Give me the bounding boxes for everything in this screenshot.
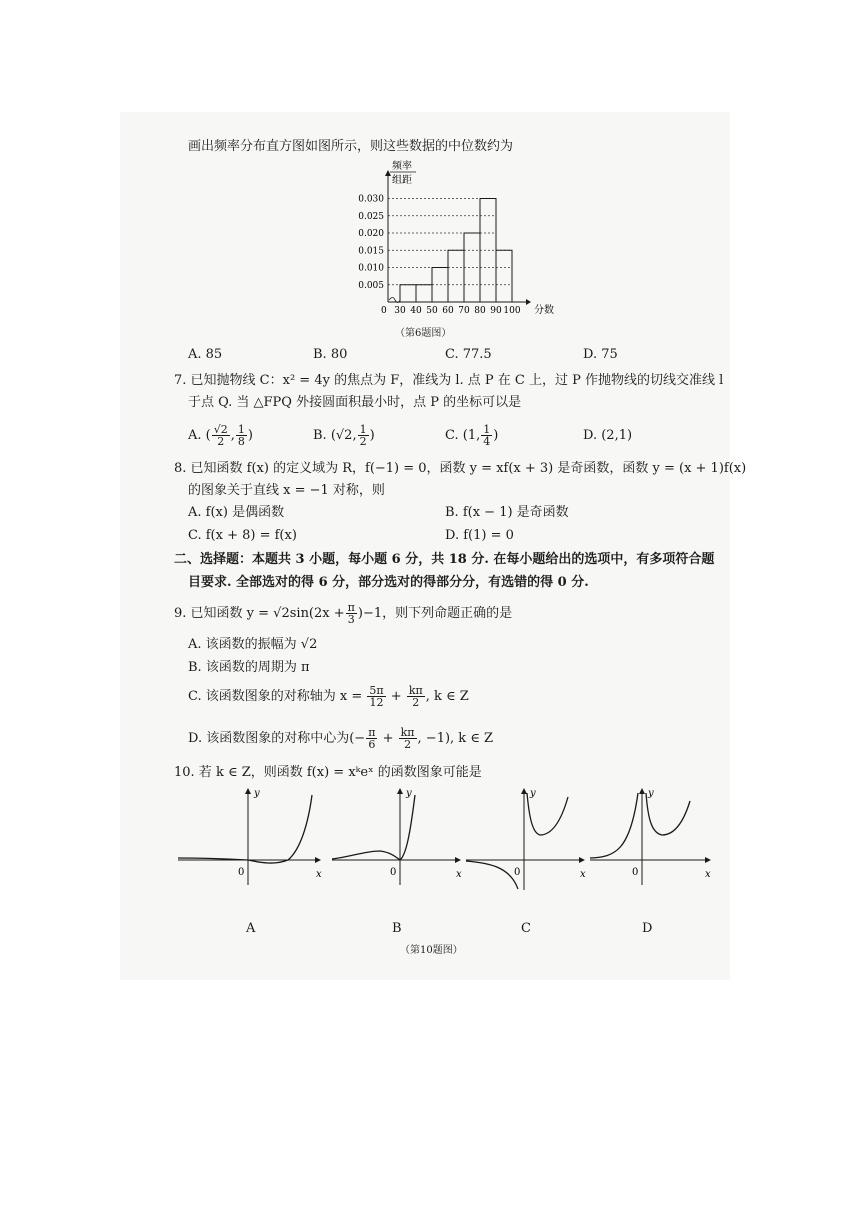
x-tick-label: 90 [490, 306, 502, 316]
x-tick-label: 70 [458, 306, 470, 316]
graph-d-x-label: x [705, 869, 711, 880]
q7-option-a: A. ( $\frac{√2}{2}$ , $\frac{1}{8}$ ) [188, 423, 253, 448]
graph-b [332, 788, 462, 885]
x-tick-label: 50 [426, 306, 438, 316]
origin-label: 0 [381, 306, 387, 316]
q7-option-c: C. (1, $\frac{1}{4}$ ) [445, 423, 499, 448]
histogram-chart [350, 160, 570, 316]
q8-option-c: C. f(x + 8) = f(x) [188, 528, 297, 543]
graph-c-x-label: x [580, 869, 586, 880]
q6-stem: 画出频率分布直方图如图所示，则这些数据的中位数约为 [188, 139, 514, 154]
graph-a-x-label: x [316, 869, 322, 880]
graph-b-x-label: x [456, 869, 462, 880]
graph-a-y-label: y [254, 788, 260, 799]
graph-d-curve-left [590, 793, 638, 858]
q9-option-c: C. 该函数图象的对称轴为 x = $\frac{5\pi}{12}$ + $\frac{k\pi}{2}$ , k ∈ Z [188, 684, 469, 709]
graph-d-label: D [642, 921, 653, 936]
y-tick-label: 0.025 [358, 211, 384, 222]
graph-c-curve-right [527, 793, 568, 835]
graph-a [178, 788, 322, 885]
graph-b-curve [332, 795, 415, 860]
graph-a-origin: 0 [238, 867, 245, 878]
y-axis-label-bottom: 组距 [392, 175, 412, 186]
q8-option-d: D. f(1) = 0 [445, 528, 514, 543]
graph-b-label: B [392, 921, 402, 936]
q7-stem-line1: 7. 已知抛物线 C：x² = 4y 的焦点为 F，准线为 l. 点 P 在 C 上，过 P 作抛物线的切线交准线 l [174, 373, 724, 388]
section2-heading-line2: 目要求. 全部选对的得 6 分，部分选对的得部分分，有选错的得 0 分. [188, 575, 589, 590]
graph-c [466, 788, 586, 890]
graph-c-label: C [521, 921, 531, 936]
x-tick-label: 60 [442, 306, 454, 316]
q6-option-c: C. 77.5 [445, 347, 492, 362]
graph-b-y-label: y [406, 788, 412, 799]
q7-option-d: D. (2,1) [583, 428, 633, 443]
q8-stem-line2: 的图象关于直线 x = −1 对称，则 [188, 483, 385, 498]
y-tick-label: 0.005 [358, 280, 384, 291]
graph-b-origin: 0 [390, 867, 397, 878]
q9-option-a: A. 该函数的振幅为 √2 [188, 637, 318, 652]
histogram-bar [496, 250, 512, 302]
y-tick-label: 0.020 [358, 229, 384, 239]
x-axis-arrow [526, 299, 531, 305]
q6-option-b: B. 80 [313, 347, 348, 362]
y-axis-arrow [385, 170, 391, 176]
q9-stem: 9. 已知函数 y = √2sin(2x + $\frac{\pi}{3}$ )−1，则下列命题正确的是 [174, 601, 513, 626]
graph-a-curve [178, 795, 312, 863]
q6-figure-caption: （第6题图） [395, 328, 452, 339]
graph-d-y-label: y [648, 788, 654, 799]
graph-c-curve-left [466, 861, 521, 889]
x-axis-label: 分数 [534, 305, 554, 316]
histogram-bar [416, 285, 432, 302]
q7-option-b: B. (√2, $\frac{1}{2}$ ) [313, 423, 375, 448]
x-tick-label: 40 [410, 306, 422, 316]
q10-figure-caption: （第10题图） [400, 945, 463, 956]
q8-option-a: A. f(x) 是偶函数 [188, 505, 285, 520]
x-tick-label: 100 [503, 306, 521, 316]
q8-option-b: B. f(x − 1) 是奇函数 [445, 505, 569, 520]
graph-c-origin: 0 [514, 867, 521, 878]
y-tick-label: 0.010 [358, 263, 384, 274]
q8-stem-line1: 8. 已知函数 f(x) 的定义域为 R，f(−1) = 0，函数 y = xf(x + 3) 是奇函数，函数 y = (x + 1)f(x) [174, 461, 747, 476]
section2-heading-line1: 二、选择题：本题共 3 小题，每小题 6 分，共 18 分. 在每小题给出的选项中，有多项符合题 [174, 552, 715, 567]
graph-d-origin: 0 [632, 867, 639, 878]
q7-stem-line2: 于点 Q. 当 △FPQ 外接圆面积最小时，点 P 的坐标可以是 [188, 395, 522, 410]
graph-c-y-label: y [530, 788, 536, 799]
q9-option-b: B. 该函数的周期为 π [188, 660, 310, 675]
y-axis-label-top: 频率 [392, 161, 412, 172]
histogram-bar [400, 285, 416, 302]
x-tick-label: 80 [474, 306, 486, 316]
x-tick-label: 30 [394, 306, 406, 316]
q10-stem: 10. 若 k ∈ Z，则函数 f(x) = xᵏeˣ 的函数图象可能是 [174, 765, 482, 780]
q6-option-d: D. 75 [583, 347, 618, 362]
histogram-bar [448, 250, 464, 302]
graph-d-curve-right [646, 793, 690, 835]
graph-d [590, 788, 711, 885]
graph-a-label: A [246, 921, 256, 936]
q6-option-a: A. 85 [188, 347, 223, 362]
y-tick-label: 0.015 [358, 246, 384, 257]
q10-graphs [170, 785, 730, 895]
q9-option-d: D. 该函数图象的对称中心为(− $\frac{\pi}{6}$ + $\frac{k\pi}{2}$ , −1), k ∈ Z [188, 726, 494, 751]
y-tick-label: 0.030 [358, 194, 384, 205]
